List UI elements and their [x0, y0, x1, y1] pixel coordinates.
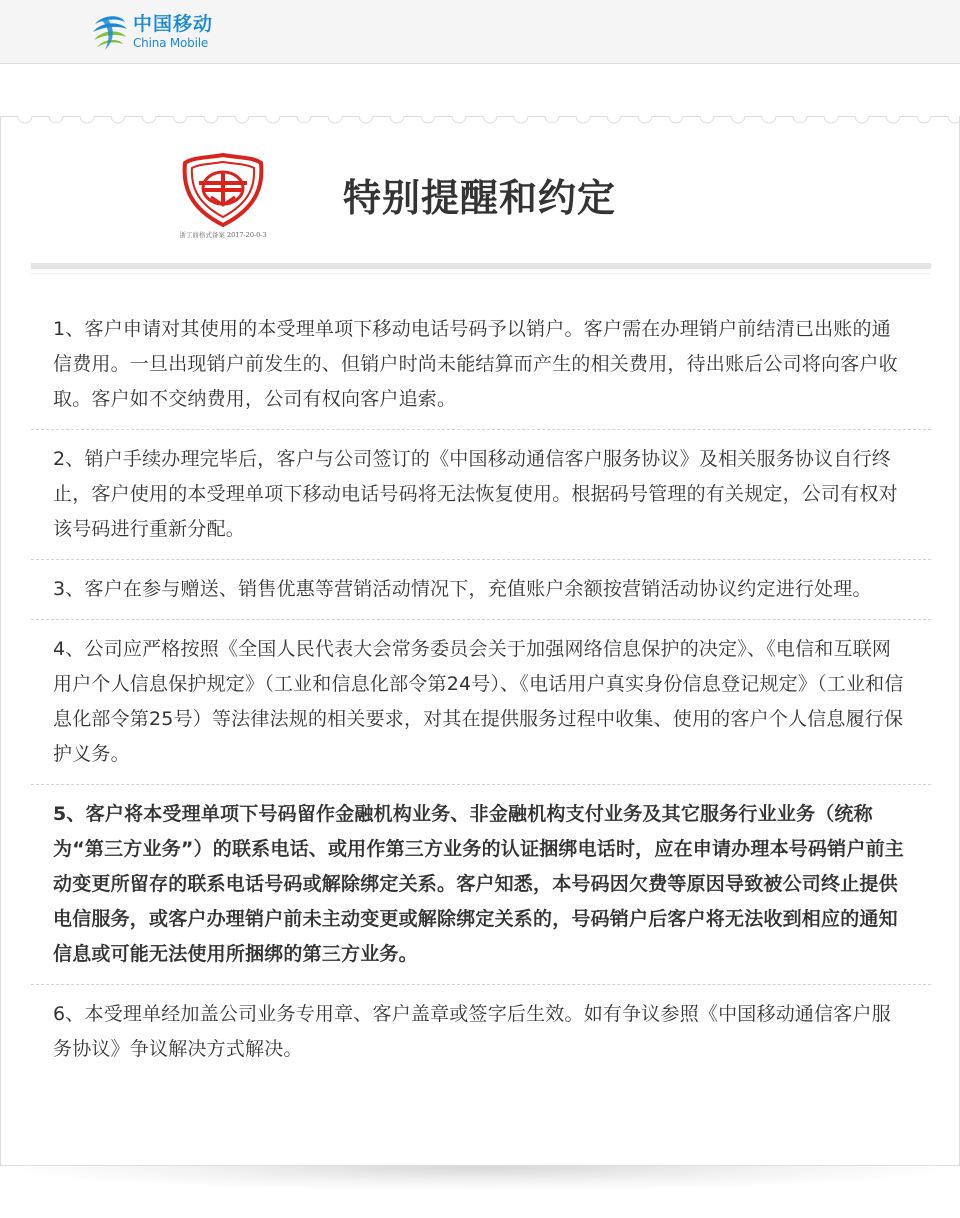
title-divider-thin [31, 273, 931, 274]
official-seal-icon [181, 153, 265, 227]
title-divider [31, 263, 931, 269]
top-header-bar [0, 0, 960, 64]
page-title: 特别提醒和约定 [343, 176, 617, 220]
clause-item: 3、客户在参与赠送、销售优惠等营销活动情况下，充值账户余额按营销活动协议约定进行处理。 [31, 560, 931, 620]
clause-item: 4、公司应严格按照《全国人民代表大会常务委员会关于加强网络信息保护的决定》、《电信和互联网用户个人信息保护规定》（工业和信息化部令第24号）、《电话用户真实身份信息登记规定》（工业和信息化部令第25号）等法律法规的相关要求，对其在提供服务过程中收集、使用的客户个人信息履行保护义务。 [31, 620, 931, 785]
logo-chinese-text: 中国移动 [133, 13, 214, 35]
seal-caption: 浙工商格式备案 2017-20-0-3 [179, 231, 267, 239]
logo-english-text: China Mobile [133, 36, 209, 50]
clause-list [31, 305, 931, 1079]
china-mobile-logo-icon [91, 12, 129, 52]
clause-item-emphasized: 5、客户将本受理单项下号码留作金融机构业务、非金融机构支付业务及其它服务行业业务（统称为“第三方业务”）的联系电话、或用作第三方业务的认证捆绑电话时，应在申请办理本号码销户前主动变更所留存的联系电话号码或解除绑定关系。客户知悉，本号码因欠费等原因导致被公司终止提供电信服务，或客户办理销户前未主动变更或解除绑定关系的，号码销户后客户将无法收到相应的通知信息或可能无法使用所捆绑的第三方业务。 [31, 785, 931, 985]
scalloped-edge [1, 116, 959, 126]
clause-item: 2、销户手续办理完毕后，客户与公司签订的《中国移动通信客户服务协议》及相关服务协议自行终止，客户使用的本受理单项下移动电话号码将无法恢复使用。根据码号管理的有关规定，公司有权对该号码进行重新分配。 [31, 430, 931, 560]
clause-item: 6、本受理单经加盖公司业务专用章、客户盖章或签字后生效。如有争议参照《中国移动通信客户服务协议》争议解决方式解决。 [53, 1003, 891, 1060]
card-shadow [20, 1166, 940, 1190]
clause-item: 1、客户申请对其使用的本受理单项下移动电话号码予以销户。客户需在办理销户前结清已出账的通信费用。一旦出现销户前发生的、但销户时尚未能结算而产生的相关费用，待出账后公司将向客户收取。客户如不交纳费用，公司有权向客户追索。 [31, 305, 931, 430]
china-mobile-logo[interactable] [91, 12, 213, 52]
notice-card [0, 116, 960, 1166]
